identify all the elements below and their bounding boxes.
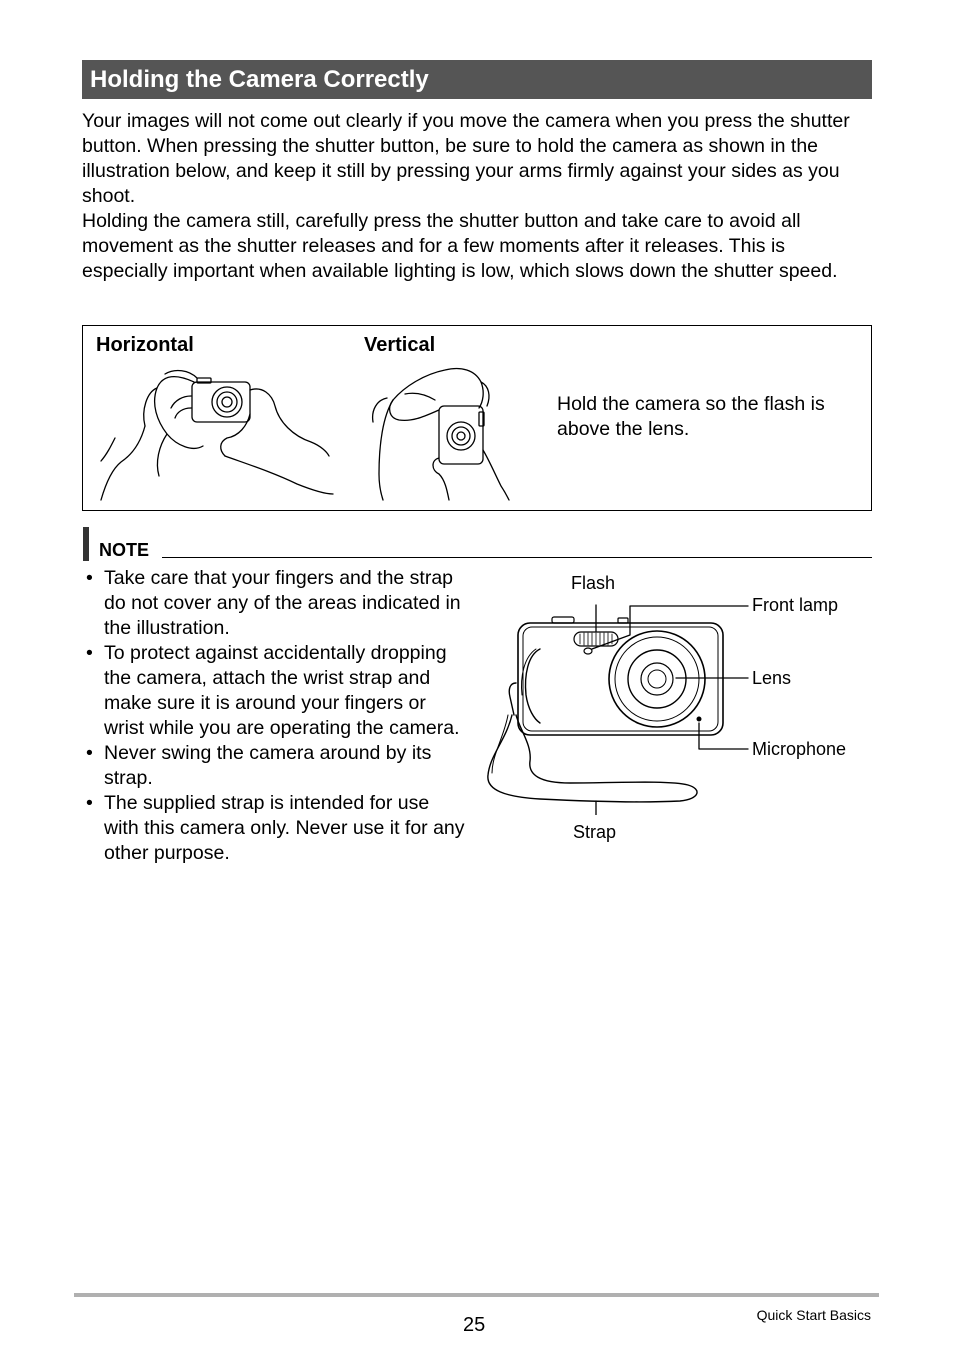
holding-positions-box [82, 325, 872, 511]
section-title: Holding the Camera Correctly [82, 60, 872, 99]
horizontal-grip-illustration [97, 366, 337, 501]
note-marker-bar [83, 527, 89, 561]
horizontal-label: Horizontal [96, 334, 194, 356]
microphone-label: Microphone [752, 739, 847, 759]
hold-caption: Hold the camera so the flash is above the lens. [557, 393, 825, 440]
note-divider [162, 557, 872, 558]
lens-label: Lens [752, 668, 792, 688]
intro-paragraph-2: Holding the camera still, carefully press the shutter button and take care to avoid all movement as the shutter releases and for a few moments after it releases. This is especially important when available lighting is low, which slows down the shutter speed. [82, 210, 838, 282]
list-item: • Never swing the camera around by its strap. [82, 741, 467, 791]
vertical-label: Vertical [364, 334, 436, 356]
strap-label: Strap [573, 822, 617, 842]
note-list [82, 566, 467, 866]
note-label: NOTE [99, 540, 150, 560]
intro-text [82, 109, 872, 284]
footer-section-label: Quick Start Basics [756, 1307, 871, 1323]
camera-front-diagram [480, 565, 750, 815]
list-item: • To protect against accidentally dropping the camera, attach the wrist strap and make sure it is around your fingers or wrist while you are operating the camera. [82, 641, 467, 741]
vertical-grip-illustration [365, 364, 525, 504]
footer-divider [74, 1293, 879, 1297]
flash-label: Flash [571, 573, 616, 593]
front-lamp-label: Front lamp [752, 595, 839, 615]
page-number: 25 [463, 1314, 486, 1336]
list-item: • The supplied strap is intended for use with this camera only. Never use it for any other purpose. [82, 791, 467, 866]
intro-paragraph-1: Your images will not come out clearly if you move the camera when you press the shutter button. When pressing the shutter button, be sure to hold the camera as shown in the illustration below, and keep it still by pressing your arms firmly against your sides as you shoot. [82, 110, 850, 207]
list-item: • Take care that your fingers and the strap do not cover any of the areas indicated in the illustration. [82, 566, 467, 641]
